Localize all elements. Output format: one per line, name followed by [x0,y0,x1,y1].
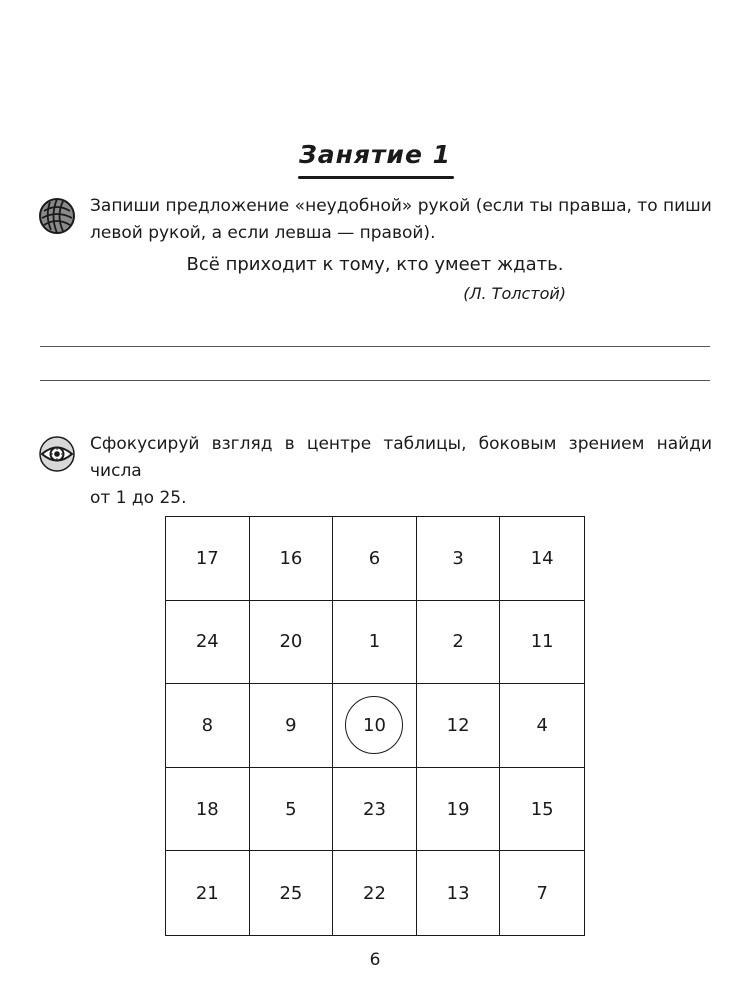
table-cell[interactable]: 23 [333,768,417,852]
table-cell[interactable]: 16 [250,517,334,601]
table-cell[interactable]: 12 [417,684,501,768]
page-number: 6 [369,950,381,970]
table-cell[interactable]: 9 [250,684,334,768]
task2-line-2: от 1 до 25. [90,488,187,508]
table-cell[interactable]: 14 [500,517,584,601]
focus-circle [345,696,403,754]
eye-icon [38,435,76,473]
table-cell[interactable]: 11 [500,601,584,685]
table-cell[interactable]: 2 [417,601,501,685]
writing-line-2[interactable] [40,380,710,381]
table-cell[interactable]: 20 [250,601,334,685]
task1-instruction [90,193,712,247]
task2-instruction [90,431,712,512]
center-value: 10 [363,714,386,736]
table-cell[interactable]: 8 [166,684,250,768]
table-cell[interactable]: 3 [417,517,501,601]
task1-line-2: левой рукой, а если левша — правой). [90,223,436,243]
title-underline [298,176,454,179]
schulte-table [165,516,585,936]
table-cell[interactable]: 13 [417,851,501,935]
table-cell[interactable]: 4 [500,684,584,768]
task1-line-1: Запиши предложение «неудобной» рукой (если ты правша, то пиши [90,196,712,216]
lesson-title: Занятие 1 [298,140,452,169]
quote-text: Всё приходит к тому, кто умеет ждать. [186,254,564,275]
table-cell[interactable]: 24 [166,601,250,685]
table-cell[interactable]: 6 [333,517,417,601]
table-cell[interactable]: 25 [250,851,334,935]
writing-line-1[interactable] [40,346,710,347]
table-cell-center[interactable] [333,684,417,768]
table-cell[interactable]: 19 [417,768,501,852]
table-cell[interactable]: 18 [166,768,250,852]
table-cell[interactable]: 17 [166,517,250,601]
table-cell[interactable]: 1 [333,601,417,685]
table-cell[interactable]: 21 [166,851,250,935]
quote-author: (Л. Толстой) [463,284,566,303]
task2-line-1: Сфокусируй взгляд в центре таблицы, боковым зрением найди числа [90,434,712,481]
table-cell[interactable]: 5 [250,768,334,852]
table-cell[interactable]: 7 [536,882,548,904]
table-cell[interactable]: 15 [500,768,584,852]
brain-icon [38,197,76,235]
table-cell[interactable]: 22 [333,851,417,935]
